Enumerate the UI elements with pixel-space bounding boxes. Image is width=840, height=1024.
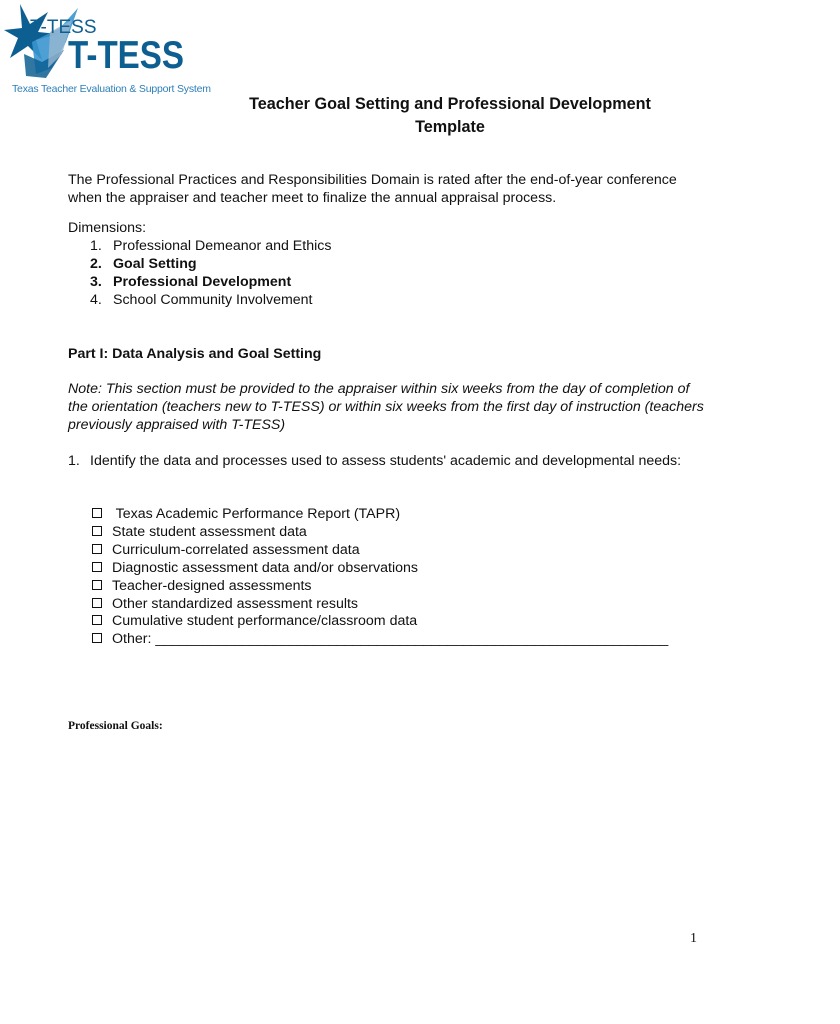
checkbox-icon[interactable] <box>92 508 102 518</box>
checklist-item[interactable]: Diagnostic assessment data and/or observations <box>92 560 668 578</box>
checkbox-icon[interactable] <box>92 633 102 643</box>
checklist-item[interactable]: Cumulative student performance/classroom data <box>92 613 668 631</box>
dimension-item: 3. Professional Development <box>90 274 292 290</box>
checkbox-icon[interactable] <box>92 615 102 625</box>
document-title <box>60 93 840 139</box>
checkbox-icon[interactable] <box>92 544 102 554</box>
dimension-item: 4. School Community Involvement <box>90 292 313 308</box>
checklist-item[interactable]: Curriculum-correlated assessment data <box>92 542 668 560</box>
question-number: 1. <box>68 453 80 469</box>
data-source-checklist <box>92 506 668 649</box>
professional-goals-label: Professional Goals: <box>68 720 163 732</box>
checklist-item[interactable]: Other standardized assessment results <box>92 596 668 614</box>
title-line-2: Template <box>415 118 485 136</box>
checkbox-icon[interactable] <box>92 562 102 572</box>
checkbox-icon[interactable] <box>92 598 102 608</box>
dimension-item: 2. Goal Setting <box>90 256 197 272</box>
checklist-item[interactable]: Other: _________________________________________________________________ <box>92 631 668 649</box>
checkbox-icon[interactable] <box>92 580 102 590</box>
logo-wordmark-large: T-TESS <box>68 34 184 77</box>
title-line-1: Teacher Goal Setting and Professional Development <box>249 95 651 113</box>
dimensions-label: Dimensions: <box>68 220 147 236</box>
checkbox-icon[interactable] <box>92 526 102 536</box>
checklist-item[interactable]: Teacher-designed assessments <box>92 578 668 596</box>
page-number: 1 <box>690 931 697 946</box>
question-1 <box>68 452 708 470</box>
logo-wordmark-small: T-TESS <box>30 17 97 38</box>
checklist-item[interactable]: Texas Academic Performance Report (TAPR) <box>92 506 668 524</box>
dimension-item: 1. Professional Demeanor and Ethics <box>90 238 332 254</box>
intro-paragraph: The Professional Practices and Responsibilities Domain is rated after the end-of-year conference when the appraiser and teacher meet to finalize the annual appraisal process. <box>68 172 677 206</box>
checklist-item[interactable]: State student assessment data <box>92 524 668 542</box>
part-1-note: Note: This section must be provided to the appraiser within six weeks from the day of completion of the orientation (teachers new to T-TESS) or within six weeks from the first day of instruction (teachers previously appraised with T-TESS) <box>68 381 704 433</box>
question-text: Identify the data and processes used to assess students' academic and developmental needs: <box>90 453 682 469</box>
dimensions-list <box>90 237 331 309</box>
part-1-heading: Part I: Data Analysis and Goal Setting <box>68 346 322 362</box>
t-tess-logo <box>2 2 211 102</box>
logo-tagline: Texas Teacher Evaluation & Support System <box>12 83 211 95</box>
